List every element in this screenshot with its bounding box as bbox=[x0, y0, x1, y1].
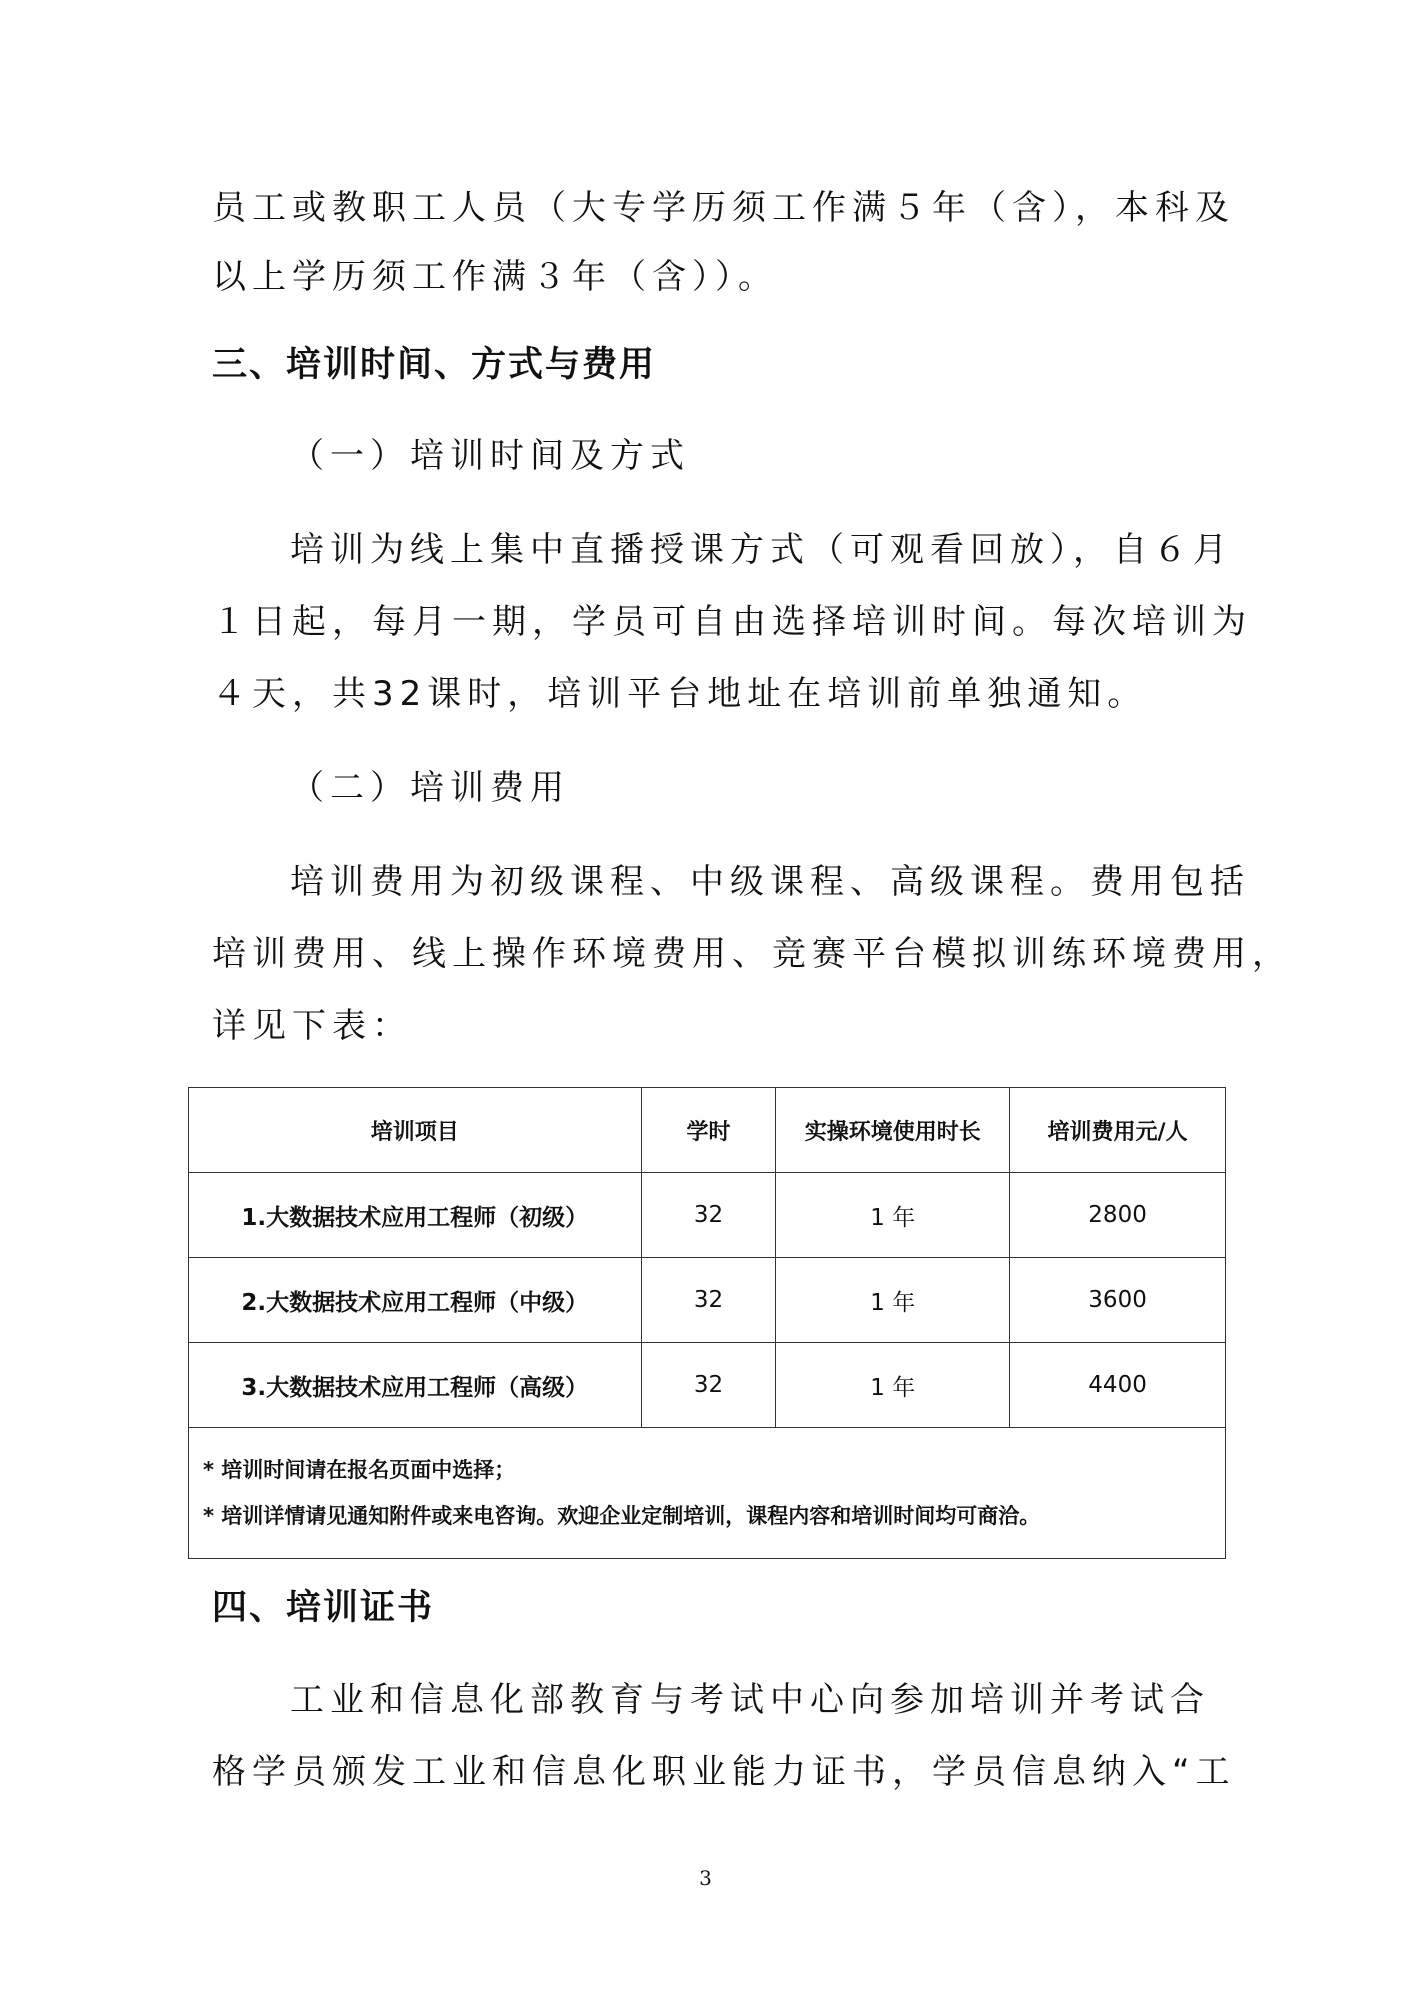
cell-item: 1.大数据技术应用工程师（初级） bbox=[189, 1173, 642, 1258]
table-row bbox=[189, 1258, 1226, 1343]
intro-line-2: 以上学历须工作满３年（含））。 bbox=[212, 257, 778, 297]
cell-env-duration: 1 年 bbox=[776, 1173, 1010, 1258]
paragraph-3-line-1: 工业和信息化部教育与考试中心向参加培训并考试合 bbox=[290, 1680, 1210, 1720]
intro-line-1: 员工或教职工人员（大专学历须工作满５年（含），本科及 bbox=[212, 188, 1235, 228]
paragraph-2-line-1: 培训费用为初级课程、中级课程、高级课程。费用包括 bbox=[290, 862, 1250, 902]
paragraph-1-line-1: 培训为线上集中直播授课方式（可观看回放），自６月 bbox=[290, 530, 1233, 570]
cell-fee: 4400 bbox=[1010, 1343, 1226, 1428]
paragraph-2-line-3: 详见下表： bbox=[212, 1006, 412, 1046]
table-header-row bbox=[189, 1088, 1226, 1173]
note-line-1: * 培训时间请在报名页面中选择； bbox=[203, 1458, 516, 1482]
training-fee-table bbox=[188, 1087, 1226, 1559]
cell-hours: 32 bbox=[641, 1173, 776, 1258]
section-4-heading: 四、培训证书 bbox=[212, 1588, 435, 1628]
cell-env-duration: 1 年 bbox=[776, 1258, 1010, 1343]
table-notes-row bbox=[189, 1428, 1226, 1559]
paragraph-2-line-2: 培训费用、线上操作环境费用、竞赛平台模拟训练环境费用， bbox=[212, 934, 1292, 974]
header-fee: 培训费用元/人 bbox=[1010, 1088, 1226, 1173]
table-row bbox=[189, 1343, 1226, 1428]
paragraph-1-line-3: ４天，共32课时，培训平台地址在培训前单独通知。 bbox=[212, 674, 1148, 714]
cell-env-duration: 1 年 bbox=[776, 1343, 1010, 1428]
cell-hours: 32 bbox=[641, 1258, 776, 1343]
cell-hours: 32 bbox=[641, 1343, 776, 1428]
table-row bbox=[189, 1173, 1226, 1258]
paragraph-1-line-2: １日起，每月一期，学员可自由选择培训时间。每次培训为 bbox=[212, 602, 1252, 642]
header-item: 培训项目 bbox=[189, 1088, 642, 1173]
header-env-duration: 实操环境使用时长 bbox=[776, 1088, 1010, 1173]
page-number: 3 bbox=[699, 1866, 712, 1890]
header-hours: 学时 bbox=[641, 1088, 776, 1173]
cell-fee: 2800 bbox=[1010, 1173, 1226, 1258]
subsection-1-title: （一）培训时间及方式 bbox=[290, 436, 690, 476]
section-3-heading: 三、培训时间、方式与费用 bbox=[212, 345, 657, 385]
cell-item: 2.大数据技术应用工程师（中级） bbox=[189, 1258, 642, 1343]
cell-item: 3.大数据技术应用工程师（高级） bbox=[189, 1343, 642, 1428]
paragraph-3-line-2: 格学员颁发工业和信息化职业能力证书，学员信息纳入“工 bbox=[212, 1752, 1236, 1792]
note-line-2: * 培训详情请见通知附件或来电咨询。欢迎企业定制培训，课程内容和培训时间均可商洽。 bbox=[203, 1504, 1041, 1528]
table-notes bbox=[189, 1428, 1226, 1559]
cell-fee: 3600 bbox=[1010, 1258, 1226, 1343]
subsection-2-title: （二）培训费用 bbox=[290, 768, 570, 808]
